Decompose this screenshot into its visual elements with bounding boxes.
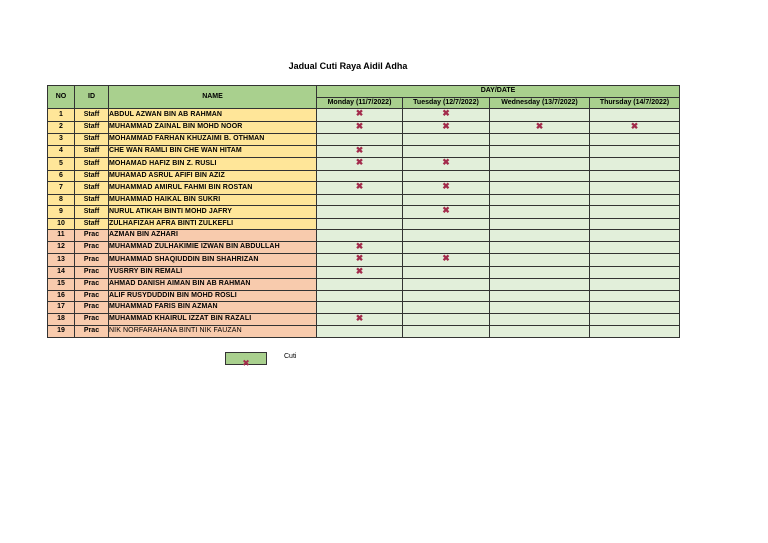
row-number: 2 [48, 121, 75, 134]
leave-cell [590, 218, 680, 230]
leave-cell [590, 302, 680, 314]
leave-cell [590, 182, 680, 195]
leave-cell [403, 134, 490, 146]
leave-cell [317, 230, 403, 242]
cross-mark-icon: ✖ [355, 313, 364, 323]
leave-cell [590, 254, 680, 267]
row-id: Staff [75, 109, 109, 122]
row-name: ABDUL AZWAN BIN AB RAHMAN [109, 109, 317, 122]
table-row [48, 266, 680, 279]
row-number: 15 [48, 279, 75, 291]
leave-cell [317, 241, 403, 254]
row-number: 13 [48, 254, 75, 267]
row-id: Prac [75, 302, 109, 314]
leave-cell [490, 182, 590, 195]
cross-mark-icon: ✖ [355, 181, 364, 191]
header-name: NAME [109, 86, 317, 109]
leave-cell [590, 230, 680, 242]
leave-cell [490, 279, 590, 291]
row-id: Prac [75, 266, 109, 279]
row-id: Prac [75, 241, 109, 254]
leave-cell [590, 194, 680, 206]
leave-cell [490, 158, 590, 171]
leave-cell [490, 218, 590, 230]
leave-table [47, 85, 680, 338]
row-name: ALIF RUSYDUDDIN BIN MOHD ROSLI [109, 290, 317, 302]
leave-cell [590, 158, 680, 171]
leave-cell [403, 194, 490, 206]
table-row [48, 145, 680, 158]
cross-mark-icon: ✖ [355, 157, 364, 167]
table-row [48, 279, 680, 291]
header-row [48, 86, 680, 98]
leave-cell [317, 145, 403, 158]
table-row [48, 302, 680, 314]
leave-cell [490, 170, 590, 182]
cross-mark-icon: ✖ [355, 145, 364, 155]
leave-cell [403, 290, 490, 302]
cross-mark-icon: ✖ [242, 358, 250, 368]
leave-cell [317, 121, 403, 134]
leave-cell [490, 134, 590, 146]
row-id: Prac [75, 279, 109, 291]
leave-cell [317, 290, 403, 302]
row-id: Prac [75, 254, 109, 267]
row-id: Staff [75, 121, 109, 134]
page-title: Jadual Cuti Raya Aidil Adha [288, 61, 408, 71]
leave-cell [317, 182, 403, 195]
row-number: 16 [48, 290, 75, 302]
row-number: 6 [48, 170, 75, 182]
row-id: Prac [75, 290, 109, 302]
leave-cell [590, 134, 680, 146]
row-id: Staff [75, 218, 109, 230]
leave-cell [490, 326, 590, 338]
leave-cell [490, 109, 590, 122]
row-id: Staff [75, 206, 109, 219]
row-name: MUHAMMAD ZAINAL BIN MOHD NOOR [109, 121, 317, 134]
leave-cell [403, 230, 490, 242]
leave-cell [490, 206, 590, 219]
leave-cell [490, 254, 590, 267]
leave-cell [317, 326, 403, 338]
cross-mark-icon: ✖ [442, 181, 450, 191]
leave-cell [490, 266, 590, 279]
leave-cell [317, 134, 403, 146]
leave-cell [403, 109, 490, 122]
row-name: MUHAMMAD AMIRUL FAHMI BIN ROSTAN [109, 182, 317, 195]
row-name: YUSRRY BIN REMALI [109, 266, 317, 279]
leave-cell [317, 313, 403, 326]
leave-cell [317, 266, 403, 279]
row-id: Prac [75, 230, 109, 242]
table-row [48, 109, 680, 122]
row-number: 8 [48, 194, 75, 206]
table-row [48, 170, 680, 182]
leave-cell [403, 158, 490, 171]
row-number: 19 [48, 326, 75, 338]
header-day-wednesday: Wednesday (13/7/2022) [490, 97, 590, 109]
row-name: MUHAMMAD HAIKAL BIN SUKRI [109, 194, 317, 206]
leave-cell [490, 241, 590, 254]
leave-cell [317, 170, 403, 182]
leave-cell [403, 170, 490, 182]
cross-mark-icon: ✖ [442, 157, 450, 167]
leave-cell [590, 326, 680, 338]
row-id: Staff [75, 182, 109, 195]
table-row [48, 218, 680, 230]
leave-cell [590, 121, 680, 134]
row-name: MOHAMAD HAFIZ BIN Z. RUSLI [109, 158, 317, 171]
row-number: 12 [48, 241, 75, 254]
table-row [48, 158, 680, 171]
header-day-tuesday: Tuesday (12/7/2022) [403, 97, 490, 109]
leave-cell [490, 230, 590, 242]
row-number: 10 [48, 218, 75, 230]
leave-cell [590, 206, 680, 219]
row-id: Staff [75, 145, 109, 158]
leave-cell [490, 302, 590, 314]
leave-cell [317, 279, 403, 291]
table-row [48, 230, 680, 242]
cross-mark-icon: ✖ [630, 121, 639, 131]
leave-cell [403, 313, 490, 326]
table-row [48, 241, 680, 254]
leave-cell [403, 218, 490, 230]
leave-cell [490, 121, 590, 134]
leave-cell [490, 145, 590, 158]
table-row [48, 182, 680, 195]
cross-mark-icon: ✖ [355, 121, 364, 131]
header-no: NO [48, 86, 75, 109]
row-number: 9 [48, 206, 75, 219]
leave-cell [403, 279, 490, 291]
leave-cell [317, 194, 403, 206]
row-number: 5 [48, 158, 75, 171]
table-row [48, 313, 680, 326]
row-name: ZULHAFIZAH AFRA BINTI ZULKEFLI [109, 218, 317, 230]
row-number: 18 [48, 313, 75, 326]
table-row [48, 134, 680, 146]
leave-cell [317, 206, 403, 219]
header-day-thursday: Thursday (14/7/2022) [590, 97, 680, 109]
legend-swatch [225, 352, 267, 368]
leave-cell [403, 326, 490, 338]
header-id: ID [75, 86, 109, 109]
leave-cell [403, 241, 490, 254]
leave-cell [490, 194, 590, 206]
row-number: 11 [48, 230, 75, 242]
row-number: 17 [48, 302, 75, 314]
row-id: Prac [75, 313, 109, 326]
table-body [48, 109, 680, 338]
leave-cell [317, 158, 403, 171]
row-number: 14 [48, 266, 75, 279]
cross-mark-icon: ✖ [442, 205, 450, 215]
leave-cell [403, 145, 490, 158]
leave-cell [317, 302, 403, 314]
leave-cell [490, 313, 590, 326]
cross-mark-icon: ✖ [442, 121, 450, 131]
table-row [48, 254, 680, 267]
header-day-date: DAY/DATE [317, 86, 680, 98]
row-name: MUHAMMAD FARIS BIN AZMAN [109, 302, 317, 314]
cross-mark-icon: ✖ [442, 253, 450, 263]
row-id: Staff [75, 170, 109, 182]
row-name: MUHAMMAD ZULHAKIMIE IZWAN BIN ABDULLAH [109, 241, 317, 254]
row-name: MUHAMMAD KHAIRUL IZZAT BIN RAZALI [109, 313, 317, 326]
header-day-monday: Monday (11/7/2022) [317, 97, 403, 109]
table-row [48, 290, 680, 302]
legend-label: Cuti [284, 353, 297, 360]
table-row [48, 326, 680, 338]
row-id: Staff [75, 194, 109, 206]
cross-mark-icon: ✖ [355, 253, 364, 263]
table-row [48, 121, 680, 134]
row-name: AHMAD DANISH AIMAN BIN AB RAHMAN [109, 279, 317, 291]
row-number: 1 [48, 109, 75, 122]
row-number: 7 [48, 182, 75, 195]
row-name: AZMAN BIN AZHARI [109, 230, 317, 242]
cross-mark-icon: ✖ [535, 121, 544, 131]
row-number: 3 [48, 134, 75, 146]
leave-cell [403, 182, 490, 195]
row-name: CHE WAN RAMLI BIN CHE WAN HITAM [109, 145, 317, 158]
row-id: Staff [75, 134, 109, 146]
cross-mark-icon: ✖ [355, 266, 364, 276]
leave-cell [403, 254, 490, 267]
leave-cell [590, 279, 680, 291]
row-name: MOHAMMAD FARHAN KHUZAIMI B. OTHMAN [109, 134, 317, 146]
leave-cell [590, 109, 680, 122]
leave-cell [403, 302, 490, 314]
leave-cell [490, 290, 590, 302]
table-row [48, 194, 680, 206]
row-name: NURUL ATIKAH BINTI MOHD JAFRY [109, 206, 317, 219]
row-id: Staff [75, 158, 109, 171]
leave-cell [317, 109, 403, 122]
row-name: MUHAMMAD SHAQIUDDIN BIN SHAHRIZAN [109, 254, 317, 267]
row-number: 4 [48, 145, 75, 158]
leave-cell [403, 206, 490, 219]
leave-cell [403, 121, 490, 134]
cross-mark-icon: ✖ [442, 108, 450, 118]
cross-mark-icon: ✖ [355, 108, 364, 118]
leave-cell [403, 266, 490, 279]
leave-cell [590, 145, 680, 158]
leave-cell [590, 266, 680, 279]
leave-cell [590, 170, 680, 182]
leave-cell [590, 313, 680, 326]
row-name: NIK NORFARAHANA BINTI NIK FAUZAN [109, 326, 317, 338]
row-id: Prac [75, 326, 109, 338]
cross-mark-icon: ✖ [355, 241, 364, 251]
leave-cell [317, 218, 403, 230]
leave-cell [317, 254, 403, 267]
leave-cell [590, 241, 680, 254]
table-row [48, 206, 680, 219]
leave-cell [590, 290, 680, 302]
row-name: MUHAMAD ASRUL AFIFI BIN AZIZ [109, 170, 317, 182]
